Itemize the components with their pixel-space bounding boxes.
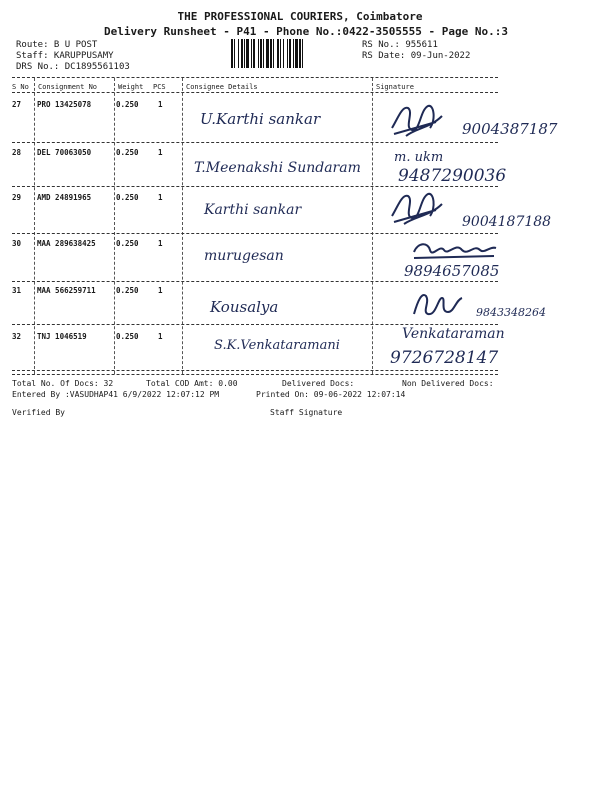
- row-sno: 29: [12, 193, 22, 202]
- row-weight: 0.250: [116, 332, 139, 341]
- row-sno: 31: [12, 286, 22, 295]
- col-header-weight: Weight: [118, 83, 144, 91]
- barcode-image: [231, 39, 337, 68]
- signature-scribble: [386, 98, 446, 142]
- col-header-signature: Signature: [376, 83, 414, 91]
- table-top-rule: [12, 77, 498, 78]
- column-divider: [372, 78, 373, 374]
- row-consignment: AMD 24891965: [37, 193, 92, 202]
- row-sno: 27: [12, 100, 22, 109]
- row-consignment: TNJ 1046519: [37, 332, 87, 341]
- signature-name: Venkataraman: [402, 326, 505, 342]
- row-consignment: DEL 70063050: [37, 148, 92, 157]
- col-header-consignment: Consignment No: [38, 83, 98, 91]
- signature-phone: 9843348264: [476, 306, 546, 319]
- signature-phone: 9726728147: [390, 348, 499, 368]
- consignee-handwriting: S.K.Venkataramani: [214, 338, 340, 353]
- col-header-consignee: Consignee Details: [186, 83, 258, 91]
- route-label: Route: B U POST: [16, 40, 98, 50]
- signature-name: m. ukm: [394, 150, 444, 165]
- row-pcs: 1: [158, 193, 163, 202]
- row-weight: 0.250: [116, 239, 139, 248]
- rs-number: RS No.: 955611: [362, 40, 438, 50]
- row-separator: [12, 186, 498, 187]
- document-title: THE PROFESSIONAL COURIERS, Coimbatore: [177, 10, 423, 23]
- row-sno: 32: [12, 332, 22, 341]
- row-pcs: 1: [158, 100, 163, 109]
- total-cod: Total COD Amt: 0.00: [146, 379, 238, 388]
- row-separator: [12, 233, 498, 234]
- table-header-rule: [12, 92, 498, 93]
- printed-on: Printed On: 09-06-2022 12:07:14: [256, 390, 406, 399]
- rs-date: RS Date: 09-Jun-2022: [362, 51, 471, 61]
- column-divider: [34, 78, 35, 374]
- signature-phone: 9004187188: [462, 214, 552, 230]
- col-header-pcs: PCS: [153, 83, 166, 91]
- consignee-handwriting: Kousalya: [210, 298, 279, 316]
- row-pcs: 1: [158, 239, 163, 248]
- non-delivered-docs: Non Delivered Docs:: [402, 379, 494, 388]
- row-weight: 0.250: [116, 100, 139, 109]
- row-consignment: MAA 289638425: [37, 239, 96, 248]
- row-weight: 0.250: [116, 286, 139, 295]
- signature-phone: 9894657085: [404, 262, 500, 280]
- signature-scribble: [410, 290, 466, 320]
- drs-number: DRS No.: DC1895561103: [16, 62, 130, 72]
- row-pcs: 1: [158, 148, 163, 157]
- row-separator: [12, 142, 498, 143]
- signature-phone: 9004387187: [462, 120, 558, 138]
- verified-by: Verified By: [12, 408, 65, 417]
- row-weight: 0.250: [116, 193, 139, 202]
- table-bottom-rule: [12, 370, 498, 371]
- row-separator: [12, 324, 498, 325]
- signature-phone: 9487290036: [398, 166, 507, 186]
- row-sno: 28: [12, 148, 22, 157]
- row-separator: [12, 281, 498, 282]
- consignee-handwriting: T.Meenakshi Sundaram: [194, 160, 361, 176]
- row-consignment: MAA 566259711: [37, 286, 96, 295]
- consignee-handwriting: U.Karthi sankar: [200, 110, 321, 128]
- row-pcs: 1: [158, 286, 163, 295]
- document-subtitle: Delivery Runsheet - P41 - Phone No.:0422-3505555 - Page No.:3: [104, 25, 508, 38]
- row-pcs: 1: [158, 332, 163, 341]
- delivered-docs: Delivered Docs:: [282, 379, 355, 388]
- entered-by: Entered By :VASUDHAP41 6/9/2022 12:07:12 PM: [12, 390, 220, 399]
- staff-label: Staff: KARUPPUSAMY: [16, 51, 114, 61]
- column-divider: [182, 78, 183, 374]
- consignee-handwriting: murugesan: [204, 248, 284, 264]
- row-consignment: PRO 13425078: [37, 100, 92, 109]
- consignee-handwriting: Karthi sankar: [204, 202, 302, 218]
- row-weight: 0.250: [116, 148, 139, 157]
- col-header-sno: S No: [12, 83, 29, 91]
- staff-signature: Staff Signature: [270, 408, 343, 417]
- table-bottom-rule: [12, 374, 498, 375]
- column-divider: [114, 78, 115, 374]
- signature-scribble: [386, 188, 446, 232]
- signature-scribble: [410, 238, 500, 262]
- total-docs: Total No. Of Docs: 32: [12, 379, 114, 388]
- row-sno: 30: [12, 239, 22, 248]
